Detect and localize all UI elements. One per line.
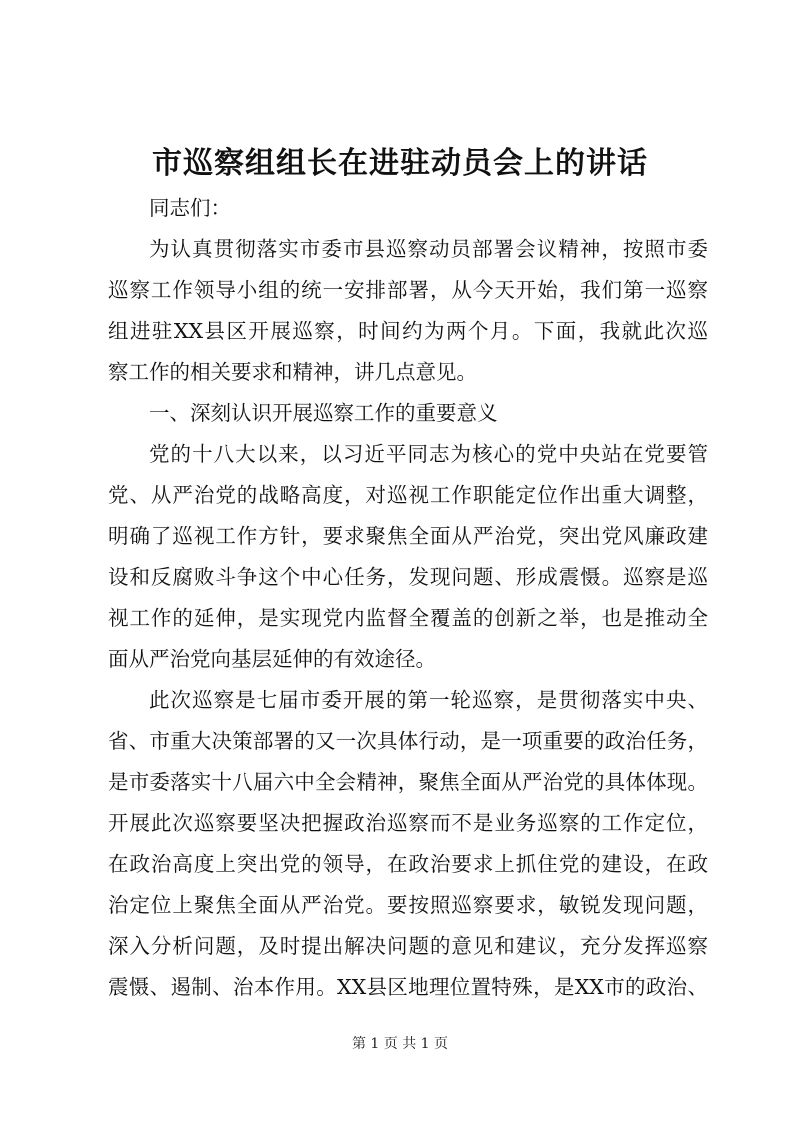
- paragraph-line: 视工作的延伸，是实现党内监督全覆盖的创新之举，也是推动全: [108, 606, 708, 630]
- paragraph-line: 察工作的相关要求和精神，讲几点意见。: [108, 360, 477, 384]
- page-footer: 第 1 页 共 1 页: [351, 1036, 449, 1052]
- salutation-line: 同志们：: [149, 196, 231, 220]
- paragraph-line: 在政治高度上突出党的领导，在政治要求上抓住党的建设，在政: [108, 852, 708, 876]
- paragraph-line: 震慑、遏制、治本作用。XX县区地理位置特殊，是XX市的政治、: [108, 975, 708, 999]
- paragraph-line: 为认真贯彻落实市委市县巡察动员部署会议精神，按照市委: [149, 237, 708, 261]
- section-heading: 一、深刻认识开展巡察工作的重要意义: [149, 401, 498, 425]
- document-title: 市巡察组组长在进驻动员会上的讲话: [152, 146, 648, 181]
- paragraph-line: 此次巡察是七届市委开展的第一轮巡察，是贯彻落实中央、: [149, 688, 708, 712]
- paragraph-line: 省、市重大决策部署的又一次具体行动，是一项重要的政治任务，: [108, 729, 708, 753]
- paragraph-line: 面从严治党向基层延伸的有效途径。: [108, 647, 436, 671]
- document-body: [108, 188, 708, 1008]
- paragraph-line: 开展此次巡察要坚决把握政治巡察而不是业务巡察的工作定位，: [108, 811, 708, 835]
- paragraph-line: 深入分析问题，及时提出解决问题的意见和建议，充分发挥巡察: [108, 934, 708, 958]
- paragraph-line: 是市委落实十八届六中全会精神，聚焦全面从严治党的具体体现。: [108, 770, 708, 794]
- paragraph-line: 党、从严治党的战略高度，对巡视工作职能定位作出重大调整，: [108, 483, 708, 507]
- paragraph-line: 治定位上聚焦全面从严治党。要按照巡察要求，敏锐发现问题，: [108, 893, 708, 917]
- paragraph-line: 党的十八大以来，以习近平同志为核心的党中央站在党要管: [149, 442, 708, 466]
- paragraph-line: 明确了巡视工作方针，要求聚焦全面从严治党，突出党风廉政建: [108, 524, 708, 548]
- paragraph-line: 组进驻XX县区开展巡察，时间约为两个月。下面，我就此次巡: [108, 319, 708, 343]
- paragraph-line: 巡察工作领导小组的统一安排部署，从今天开始，我们第一巡察: [108, 278, 708, 302]
- paragraph-line: 设和反腐败斗争这个中心任务，发现问题、形成震慑。巡察是巡: [108, 565, 708, 589]
